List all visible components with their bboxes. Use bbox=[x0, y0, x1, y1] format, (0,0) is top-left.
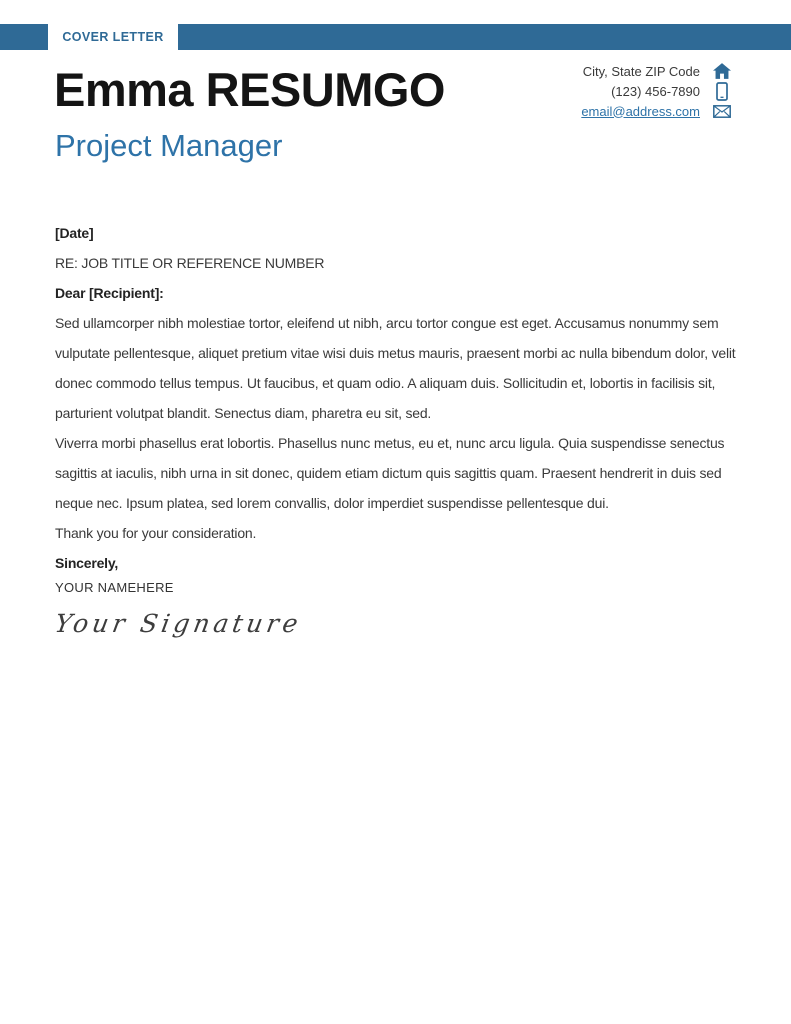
signature-script: Your Signature bbox=[52, 609, 305, 638]
paragraph-2: Viverra morbi phasellus erat lobortis. Phasellus nunc metus, eu et, nunc arcu ligula. Quia suspendisse senectus sagittis at iaculis, nibh urna in sit donec, quidem etiam dictum quis sagittis quam. Praesent hendrerit in duis sed neque nec. Ipsum platea, sed lorem convallis, dolor imperdiet suspendisse pellentesque dui. bbox=[55, 435, 725, 511]
ribbon-bar-left bbox=[0, 24, 48, 50]
paragraph-1: Sed ullamcorper nibh molestiae tortor, eleifend ut nibh, arcu tortor congue est eget. Accusamus nonummy sem vulputate pellentesque, aliquet pretium vitae wisi duis metus mauris, praesent morbi ac nulla bibendum dolor, velit donec commodo tellus tempus. Ut faucibus, et quam odio. A aliquam duis. Sollicitudin et, lobortis in facilisis sit, parturient volutpat blandit. Senectus diam, pharetra eu sit, sed. bbox=[55, 315, 736, 421]
applicant-name: Emma RESUMGO bbox=[54, 63, 445, 116]
contact-location: City, State ZIP Code bbox=[582, 63, 700, 79]
date-placeholder: [Date] bbox=[55, 225, 94, 241]
salutation: Dear [Recipient]: bbox=[55, 285, 164, 301]
ribbon bbox=[0, 24, 791, 50]
subject-line: RE: JOB TITLE OR REFERENCE NUMBER bbox=[55, 255, 325, 271]
closing-line: Sincerely, bbox=[55, 555, 119, 571]
contact-row-phone bbox=[581, 81, 733, 101]
contact-phone: (123) 456-7890 bbox=[611, 83, 700, 99]
job-title: Project Manager bbox=[55, 128, 283, 163]
envelope-icon bbox=[711, 105, 733, 118]
email-link[interactable]: email@address.com bbox=[581, 103, 700, 119]
signer-name: YOUR NAMEHERE bbox=[55, 580, 174, 595]
contact-block bbox=[581, 61, 733, 121]
thanks-line: Thank you for your consideration. bbox=[55, 525, 257, 541]
contact-row-location bbox=[581, 61, 733, 81]
home-icon bbox=[711, 63, 733, 79]
ribbon-bar-right bbox=[178, 24, 791, 50]
letter-body bbox=[52, 218, 755, 644]
mobile-phone-icon bbox=[711, 82, 733, 101]
ribbon-label: COVER LETTER bbox=[62, 30, 164, 44]
contact-row-email bbox=[581, 101, 733, 121]
